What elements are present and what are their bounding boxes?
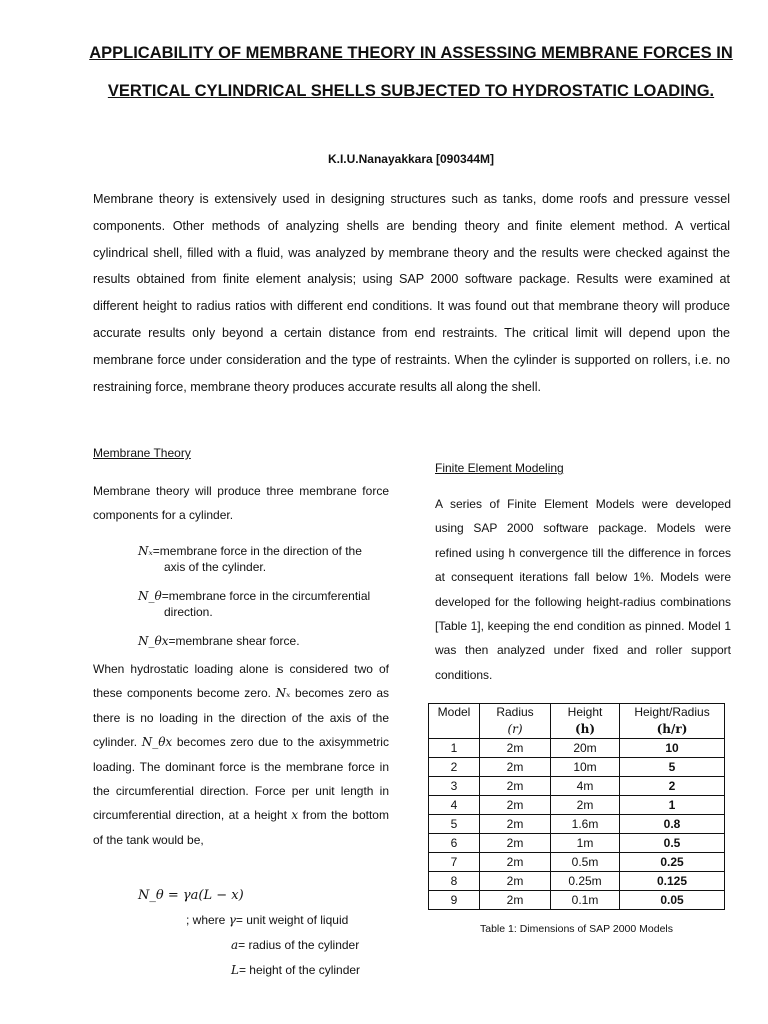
where-prefix: ; where [186, 913, 226, 927]
table-cell: 0.8 [620, 815, 725, 834]
table-cell: 10m [551, 758, 620, 777]
table-cell: 5 [429, 815, 480, 834]
table-row [429, 758, 725, 777]
symbol-l: L [231, 963, 239, 977]
table-caption: Table 1: Dimensions of SAP 2000 Models [480, 923, 673, 935]
table-cell: 9 [429, 891, 480, 910]
table-cell: 0.5 [620, 834, 725, 853]
symbol-nthetax: N_θx [138, 634, 169, 648]
definition-nx [138, 543, 393, 575]
paper-title: APPLICABILITY OF MEMBRANE THEORY IN ASSESSING MEMBRANE FORCES IN VERTICAL CYLINDRICAL SHELLS SUBJECTED TO HYDROSTATIC LOADING. [89, 44, 733, 100]
table-cell: 8 [429, 872, 480, 891]
table-cell: 2 [429, 758, 480, 777]
table-cell: 2m [480, 796, 551, 815]
table-cell: 0.25 [620, 853, 725, 872]
table-cell: 0.5m [551, 853, 620, 872]
header-model: Model [429, 704, 480, 739]
table-cell: 2m [480, 872, 551, 891]
table-cell: 2m [480, 758, 551, 777]
hoop-force-equation: N_θ = γa(L − x) [138, 888, 244, 903]
table-row [429, 777, 725, 796]
where-l [231, 963, 360, 977]
table-cell: 10 [620, 739, 725, 758]
table-cell: 4 [429, 796, 480, 815]
definition-nthetax [138, 633, 393, 649]
membrane-theory-heading: Membrane Theory [93, 446, 191, 460]
header-radius: Radius (r) [480, 704, 551, 739]
table-row [429, 796, 725, 815]
definition-ntheta [138, 588, 393, 620]
abstract-paragraph: Membrane theory is extensively used in designing structures such as tanks, dome roofs and pressure vessel components. Other methods of analyzing shells are bending theory and finite element method. A vertical cylindrical shell, filled with a fluid, was analyzed by membrane theory and the results were checked against the results obtained from finite element analysis; using SAP 2000 software package. Results were examined at different height to radius ratios with different end conditions. It was found out that membrane theory will produce accurate results only beyond a certain distance from end restraints. The critical limit will depend upon the membrane force under consideration and the type of restraints. When the cylinder is supported on rollers, i.e. no restraining force, membrane theory produces accurate results all along the shell. [93, 192, 730, 394]
table-cell: 7 [429, 853, 480, 872]
where-a [231, 938, 359, 952]
table-cell: 2m [480, 777, 551, 796]
table-cell: 1 [429, 739, 480, 758]
table-cell: 3 [429, 777, 480, 796]
table-cell: 2 [620, 777, 725, 796]
symbol-x-inline: x [291, 808, 299, 823]
table-cell: 2m [480, 834, 551, 853]
definition-nx-text: =membrane force in the direction of the [152, 544, 362, 558]
table-cell: 2m [480, 891, 551, 910]
where-l-text: = height of the cylinder [238, 963, 361, 977]
where-gamma [186, 913, 348, 927]
hydrostatic-p3: becomes zero due to the axisymmetric loading. The dominant force is the membrane force in the circumferential direction. Force per unit length in circumferential direction, at a height [93, 735, 389, 823]
symbol-a: a [231, 938, 239, 952]
table-cell: 0.125 [620, 872, 725, 891]
fem-heading: Finite Element Modeling [435, 461, 564, 475]
table-cell: 6 [429, 834, 480, 853]
table-cell: 1m [551, 834, 620, 853]
table-cell: 0.25m [551, 872, 620, 891]
where-gamma-text: = unit weight of liquid [235, 913, 349, 927]
hydrostatic-p1: When hydrostatic loading alone is considered two of these components become zero. [93, 662, 389, 701]
table-cell: 1 [620, 796, 725, 815]
definition-nthetax-text: =membrane shear force. [168, 634, 300, 648]
table-row [429, 853, 725, 872]
symbol-nx: Nₓ [138, 544, 153, 558]
symbol-nthetax-inline: N_θx [141, 735, 173, 750]
symbol-gamma: γ [228, 913, 236, 927]
table-cell: 0.1m [551, 891, 620, 910]
where-a-text: = radius of the cylinder [238, 938, 360, 952]
definition-nx-cont: axis of the cylinder. [164, 560, 267, 574]
table-header-row [429, 704, 725, 739]
table-cell: 20m [551, 739, 620, 758]
header-height-radius: Height/Radius (h/r) [620, 704, 725, 739]
table-row [429, 815, 725, 834]
hydrostatic-p3-end: from the bottom of the tank would be, [93, 808, 389, 847]
symbol-ntheta: N_θ [138, 589, 162, 603]
table-row [429, 891, 725, 910]
table-cell: 2m [551, 796, 620, 815]
table-cell: 2m [480, 739, 551, 758]
table-cell: 5 [620, 758, 725, 777]
definition-ntheta-text: =membrane force in the circumferential [161, 589, 371, 603]
table-row [429, 872, 725, 891]
fem-paragraph: A series of Finite Element Models were developed using SAP 2000 software package. Models were refined using h convergence till the difference in forces at consequent iterations fall below 1%. Models were developed for the following height-radius combinations [Table 1], keeping the end condition as pinned. Model 1 was then analyzed under fixed and roller support conditions. [435, 497, 731, 682]
membrane-theory-intro: Membrane theory will produce three membrane force components for a cylinder. [93, 484, 389, 523]
table-cell: 0.05 [620, 891, 725, 910]
definition-ntheta-cont: direction. [164, 605, 213, 619]
table-cell: 2m [480, 853, 551, 872]
table-cell: 4m [551, 777, 620, 796]
table-row [429, 739, 725, 758]
table-cell: 2m [480, 815, 551, 834]
author-line: K.I.U.Nanayakkara [090344M] [327, 152, 495, 166]
table-cell: 1.6m [551, 815, 620, 834]
table-row [429, 834, 725, 853]
hydrostatic-p2: becomes zero as there is no loading in the direction of the axis of the cylinder. [93, 686, 389, 750]
symbol-nx-inline: Nₓ [275, 686, 291, 701]
models-table [428, 703, 725, 910]
header-height: Height (h) [551, 704, 620, 739]
hydrostatic-paragraph [93, 657, 389, 852]
